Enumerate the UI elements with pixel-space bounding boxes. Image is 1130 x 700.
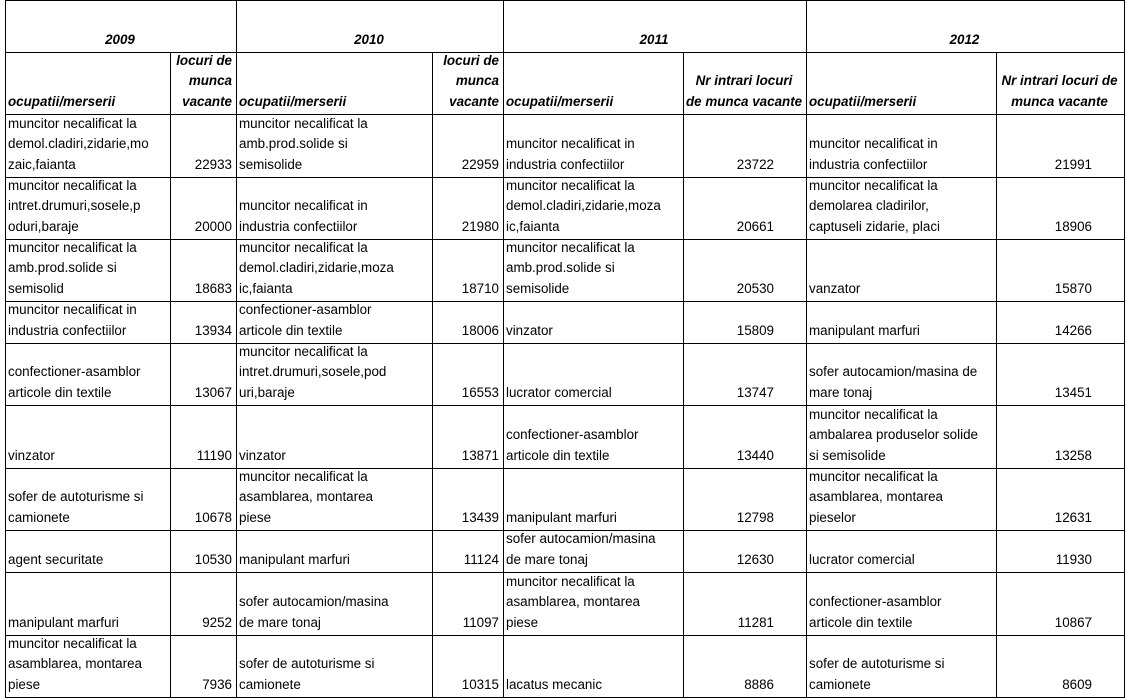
occupation-cell: demol.cladiri,zidarie,mo — [8, 136, 149, 152]
vacancies-column-header: locuri de — [176, 52, 232, 68]
vacancies-value-cell: 22933 — [194, 157, 232, 173]
occupation-cell: muncitor necalificat la — [506, 573, 635, 589]
vacancies-value-cell: 11930 — [1055, 552, 1092, 568]
occupation-cell: camionete — [809, 677, 871, 693]
vacancies-column-header: munca — [188, 73, 232, 89]
occupation-cell: industria confectiilor — [239, 219, 358, 235]
occupation-cell: mare tonaj — [809, 385, 873, 401]
occupation-cell: amb.prod.solide si — [506, 260, 615, 276]
occupation-cell: si semisolide — [809, 448, 886, 464]
occupation-cell: muncitor necalificat la — [8, 115, 137, 131]
vacancies-value-cell: 15809 — [736, 323, 774, 339]
occupation-cell: muncitor necalificat la — [809, 177, 938, 193]
occupation-cell: muncitor necalificat la — [239, 239, 368, 255]
occupation-column-header: ocupatii/merserii — [8, 94, 116, 110]
occupation-cell: muncitor necalificat la — [8, 177, 137, 193]
occupation-cell: muncitor necalificat la — [239, 343, 368, 359]
occupation-cell: confectioner-asamblor — [8, 364, 141, 380]
occupation-cell: confectioner-asamblor — [506, 427, 639, 443]
vacancies-value-cell: 21991 — [1054, 157, 1092, 173]
occupation-cell: asamblarea, montarea — [809, 489, 943, 505]
vacancies-value-cell: 12630 — [736, 552, 774, 568]
occupation-cell: articole din textile — [809, 615, 913, 631]
vacancies-value-cell: 16553 — [461, 385, 499, 401]
occupation-cell: muncitor necalificat la — [8, 239, 137, 255]
year-header-2012: 2012 — [949, 32, 980, 48]
occupation-cell: muncitor necalificat la — [809, 406, 938, 422]
row-divider — [5, 343, 1125, 344]
column-divider — [1124, 0, 1125, 698]
vacancies-column-header: munca vacante — [1011, 94, 1108, 110]
occupation-cell: manipulant marfuri — [809, 323, 920, 339]
occupation-cell: semisolid — [8, 281, 64, 297]
row-divider — [5, 697, 1125, 698]
vacancies-value-cell: 13747 — [736, 385, 774, 401]
occupation-cell: ic,faianta — [506, 219, 560, 235]
occupation-cell: de mare tonaj — [506, 552, 588, 568]
vacancies-value-cell: 10530 — [194, 552, 232, 568]
occupation-cell: muncitor necalificat la — [8, 635, 137, 651]
column-divider — [236, 0, 237, 698]
column-divider — [996, 52, 997, 698]
vacancies-value-cell: 18710 — [461, 281, 499, 297]
vacancies-value-cell: 11124 — [463, 552, 499, 568]
vacancies-value-cell: 8609 — [1062, 677, 1092, 693]
vacancies-value-cell: 23722 — [736, 157, 774, 173]
vacancies-value-cell: 22959 — [461, 157, 499, 173]
occupation-cell: vinzator — [506, 323, 553, 339]
year-header-2009: 2009 — [105, 32, 135, 48]
vacancies-value-cell: 13258 — [1054, 448, 1092, 464]
occupation-cell: agent securitate — [8, 552, 104, 568]
vacancies-value-cell: 13451 — [1054, 385, 1092, 401]
column-divider — [683, 52, 684, 698]
occupation-cell: confectioner-asamblor — [239, 302, 372, 318]
vacancies-value-cell: 18006 — [461, 323, 499, 339]
occupation-cell: de mare tonaj — [239, 615, 321, 631]
occupation-cell: muncitor necalificat in — [8, 302, 137, 318]
vacancies-column-header: munca — [455, 73, 499, 89]
occupation-cell: industria confectiilor — [809, 157, 928, 173]
occupation-cell: ic,faianta — [239, 281, 293, 297]
vacancies-column-header: vacante — [182, 94, 232, 110]
occupation-cell: asamblarea, montarea — [239, 489, 373, 505]
column-divider — [5, 0, 6, 698]
occupation-cell: asamblarea, montarea — [8, 656, 142, 672]
vacancies-value-cell: 12631 — [1054, 510, 1092, 526]
occupation-cell: muncitor necalificat la — [506, 239, 635, 255]
occupation-cell: piese — [239, 510, 272, 526]
occupation-cell: uri,baraje — [239, 385, 295, 401]
column-divider — [432, 52, 433, 698]
vacancies-value-cell: 20661 — [736, 219, 774, 235]
vacancies-value-cell: 13067 — [194, 385, 232, 401]
occupation-cell: sofer autocamion/masina — [506, 531, 656, 547]
vacancies-value-cell: 11097 — [462, 615, 499, 631]
vacancies-value-cell: 7936 — [202, 677, 232, 693]
occupation-cell: manipulant marfuri — [239, 552, 350, 568]
occupation-column-header: ocupatii/merserii — [239, 94, 347, 110]
vacancies-value-cell: 13440 — [736, 448, 774, 464]
occupation-cell: muncitor necalificat la — [239, 468, 368, 484]
occupation-cell: zaic,faianta — [8, 157, 76, 173]
occupation-cell: camionete — [8, 510, 70, 526]
occupation-cell: muncitor necalificat la — [809, 468, 938, 484]
occupation-column-header: ocupatii/merserii — [506, 94, 614, 110]
occupation-cell: camionete — [239, 677, 301, 693]
occupation-cell: amb.prod.solide si — [239, 136, 348, 152]
occupation-cell: amb.prod.solide si — [8, 260, 117, 276]
occupation-cell: vinzator — [8, 448, 55, 464]
occupation-cell: sofer de autoturisme si — [8, 489, 144, 505]
occupation-cell: muncitor necalificat in — [239, 198, 368, 214]
column-divider — [170, 52, 171, 698]
occupation-cell: demol.cladiri,zidarie,moza — [239, 260, 394, 276]
occupation-cell: sofer autocamion/masina de — [809, 364, 978, 380]
table-border-top — [5, 0, 1125, 1]
vacancies-value-cell: 12798 — [736, 510, 774, 526]
vacancies-column-header: de munca vacante — [686, 94, 803, 110]
occupation-cell: muncitor necalificat la — [239, 115, 368, 131]
occupation-cell: sofer autocamion/masina — [239, 594, 389, 610]
occupation-cell: intret.drumuri,sosele,pod — [239, 364, 387, 380]
occupation-cell: sofer de autoturisme si — [239, 656, 375, 672]
occupation-cell: intret.drumuri,sosele,p — [8, 198, 141, 214]
occupation-cell: confectioner-asamblor — [809, 594, 942, 610]
vacancies-column-header: Nr intrari locuri de — [1001, 73, 1118, 89]
vacancies-value-cell: 11281 — [737, 615, 774, 631]
occupation-cell: manipulant marfuri — [506, 510, 617, 526]
vacancies-value-cell: 10678 — [194, 510, 232, 526]
vacancies-value-cell: 15870 — [1054, 281, 1092, 297]
column-divider — [806, 0, 807, 698]
occupation-cell: semisolide — [506, 281, 570, 297]
occupation-cell: muncitor necalificat in — [506, 136, 635, 152]
occupation-cell: industria confectiilor — [8, 323, 127, 339]
vacancies-column-header: vacante — [449, 94, 499, 110]
occupation-column-header: ocupatii/merserii — [809, 94, 917, 110]
vacancies-column-header: Nr intrari locuri — [695, 73, 793, 89]
occupation-cell: articole din textile — [8, 385, 112, 401]
occupation-cell: articole din textile — [506, 448, 610, 464]
vacancies-value-cell: 20530 — [736, 281, 774, 297]
vacancies-value-cell: 18683 — [194, 281, 232, 297]
occupation-cell: pieselor — [809, 510, 856, 526]
occupation-cell: vanzator — [809, 281, 861, 297]
occupation-cell: muncitor necalificat la — [506, 177, 635, 193]
vacancies-value-cell: 9252 — [202, 615, 232, 631]
occupation-cell: oduri,baraje — [8, 219, 79, 235]
vacancies-value-cell: 18906 — [1054, 219, 1092, 235]
year-header-2010: 2010 — [354, 32, 384, 48]
occupation-cell: muncitor necalificat in — [809, 136, 938, 152]
vacancies-value-cell: 10315 — [461, 677, 499, 693]
occupation-cell: ambalarea produselor solide — [809, 427, 978, 443]
vacancies-value-cell: 20000 — [194, 219, 232, 235]
occupation-cell: articole din textile — [239, 323, 343, 339]
vacancies-value-cell: 10867 — [1054, 615, 1092, 631]
occupation-cell: captuseli zidarie, placi — [809, 219, 940, 235]
year-header-2011: 2011 — [639, 32, 669, 48]
occupation-cell: lucrator comercial — [506, 385, 612, 401]
occupation-cell: lacatus mecanic — [506, 677, 603, 693]
row-divider — [5, 301, 1125, 302]
occupation-cell: demol.cladiri,zidarie,moza — [506, 198, 661, 214]
vacancies-value-cell: 11190 — [196, 448, 232, 464]
vacancies-value-cell: 21980 — [461, 219, 499, 235]
vacancies-value-cell: 13934 — [194, 323, 232, 339]
vacancies-value-cell: 13871 — [461, 448, 499, 464]
occupation-cell: semisolide — [239, 157, 303, 173]
occupation-cell: demolarea cladirilor, — [809, 198, 929, 214]
column-divider — [503, 0, 504, 698]
occupation-cell: sofer de autoturisme si — [809, 656, 945, 672]
row-divider — [5, 635, 1125, 636]
vacancies-value-cell: 8886 — [744, 677, 774, 693]
occupation-cell: piese — [506, 615, 539, 631]
occupation-cell: asamblarea, montarea — [506, 594, 640, 610]
occupation-cell: piese — [8, 677, 41, 693]
occupation-cell: lucrator comercial — [809, 552, 915, 568]
occupation-cell: industria confectiilor — [506, 157, 625, 173]
vacancies-value-cell: 14266 — [1054, 323, 1092, 339]
vacancies-column-header: locuri de — [443, 52, 499, 68]
occupation-cell: vinzator — [239, 448, 286, 464]
vacancies-value-cell: 13439 — [461, 510, 499, 526]
occupation-cell: manipulant marfuri — [8, 615, 119, 631]
row-divider — [5, 114, 1125, 115]
